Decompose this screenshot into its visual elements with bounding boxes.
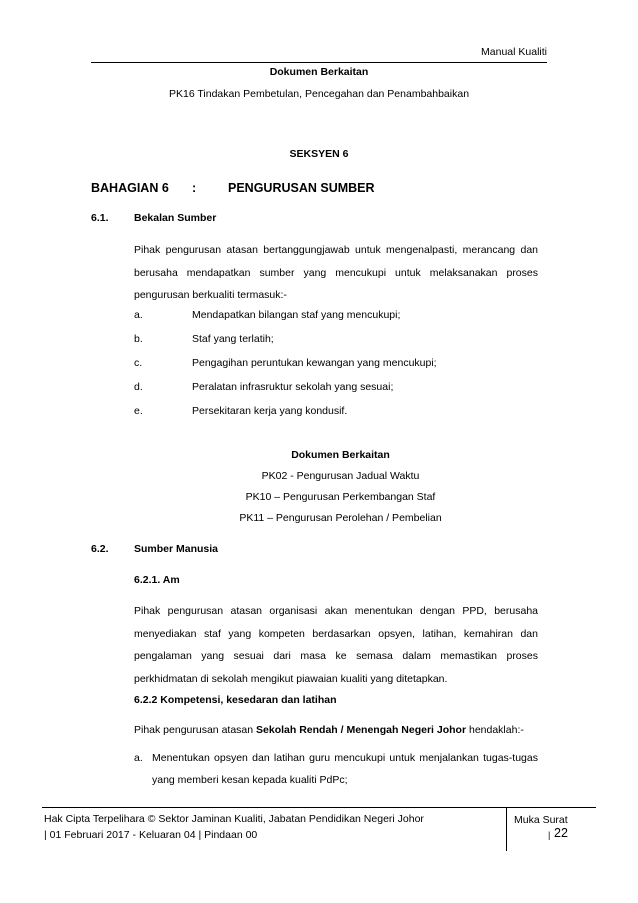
list-marker: b. [134,333,143,345]
list-marker: e. [134,405,143,417]
s622-intro-pre: Pihak pengurusan atasan [134,724,257,736]
list-item: Persekitaran kerja yang kondusif. [192,405,348,417]
s61-title: Bekalan Sumber [134,212,217,224]
list-marker: d. [134,381,143,393]
s61-related-doc: PK10 – Pengurusan Perkembangan Staf [245,491,436,503]
footer-page-separator: | [548,830,551,840]
s622-item-line: Menentukan opsyen dan latihan guru mencukupi untuk menjalankan tugas-tugas [152,752,538,764]
s61-number: 6.1. [91,212,109,224]
footer-edition: | 01 Februari 2017 - Keluaran 04 | Pindaan 00 [44,829,258,841]
related-doc: PK16 Tindakan Pembetulan, Pencegahan dan Penambahbaikan [168,88,470,100]
s621-line: pengalaman yang sesuai dari masa ke semasa dalam memastikan proses [134,650,538,662]
s622-intro-school: Sekolah Rendah / Menengah Negeri Johor [256,724,467,736]
s622-intro [134,724,524,736]
s622-item-line: yang memberi kesan kepada kualiti PdPc; [152,774,348,786]
footer-copyright: Hak Cipta Terpelihara © Sektor Jaminan Kualiti, Jabatan Pendidikan Negeri Johor [44,813,424,825]
s61-intro-line: Pihak pengurusan atasan bertanggungjawab untuk mengenalpasti, merancang dan [134,244,538,256]
s621-line: menyediakan staf yang kompeten berdasarkan opsyen, latihan, kemahiran dan [134,627,538,640]
s61-intro-line: berusaha mendapatkan sumber yang mencukupi untuk melaksanakan proses [134,266,538,279]
list-marker: c. [134,357,143,369]
part-label: BAHAGIAN 6 [91,181,169,195]
footer-divider [506,807,507,851]
s61-intro [134,239,538,307]
s621-paragraph [134,600,538,690]
list-item: Staf yang terlatih; [192,333,274,345]
list-item: Pengagihan peruntukan kewangan yang mencukupi; [192,357,437,369]
part-separator: : [192,181,197,195]
s621-line: Pihak pengurusan atasan organisasi akan menentukan dengan PPD, berusaha [134,605,538,617]
related-doc-heading: Dokumen Berkaitan [269,66,369,78]
footer-rule [42,807,596,808]
list-marker: a. [134,309,143,321]
s61-intro-line: pengurusan berkualiti termasuk:- [134,289,287,301]
manual-title: Manual Kualiti [481,46,547,58]
list-item: Mendapatkan bilangan staf yang mencukupi; [192,309,401,321]
page-number: 22 [554,826,568,840]
s622-title: 6.2.2 Kompetensi, kesedaran dan latihan [134,694,337,706]
footer-page-label: Muka Surat [514,814,568,826]
s62-number: 6.2. [91,543,109,555]
section-title: SEKSYEN 6 [289,148,349,160]
s621-line: perkhidmatan di sekolah mengikut piawaian kualiti yang ditetapkan. [134,672,448,685]
s621-title: 6.2.1. Am [134,574,180,586]
part-title: PENGURUSAN SUMBER [228,181,375,195]
s622-intro-post: hendaklah:- [466,724,524,736]
s61-related-doc: PK02 - Pengurusan Jadual Waktu [261,470,420,482]
list-item: Peralatan infrasruktur sekolah yang sesuai; [192,381,394,393]
s622-item-marker: a. [134,752,143,764]
header-rule [91,62,547,63]
s62-title: Sumber Manusia [134,543,219,555]
s61-related-doc: PK11 – Pengurusan Perolehan / Pembelian [239,512,442,524]
s61-related-heading: Dokumen Berkaitan [291,449,390,461]
